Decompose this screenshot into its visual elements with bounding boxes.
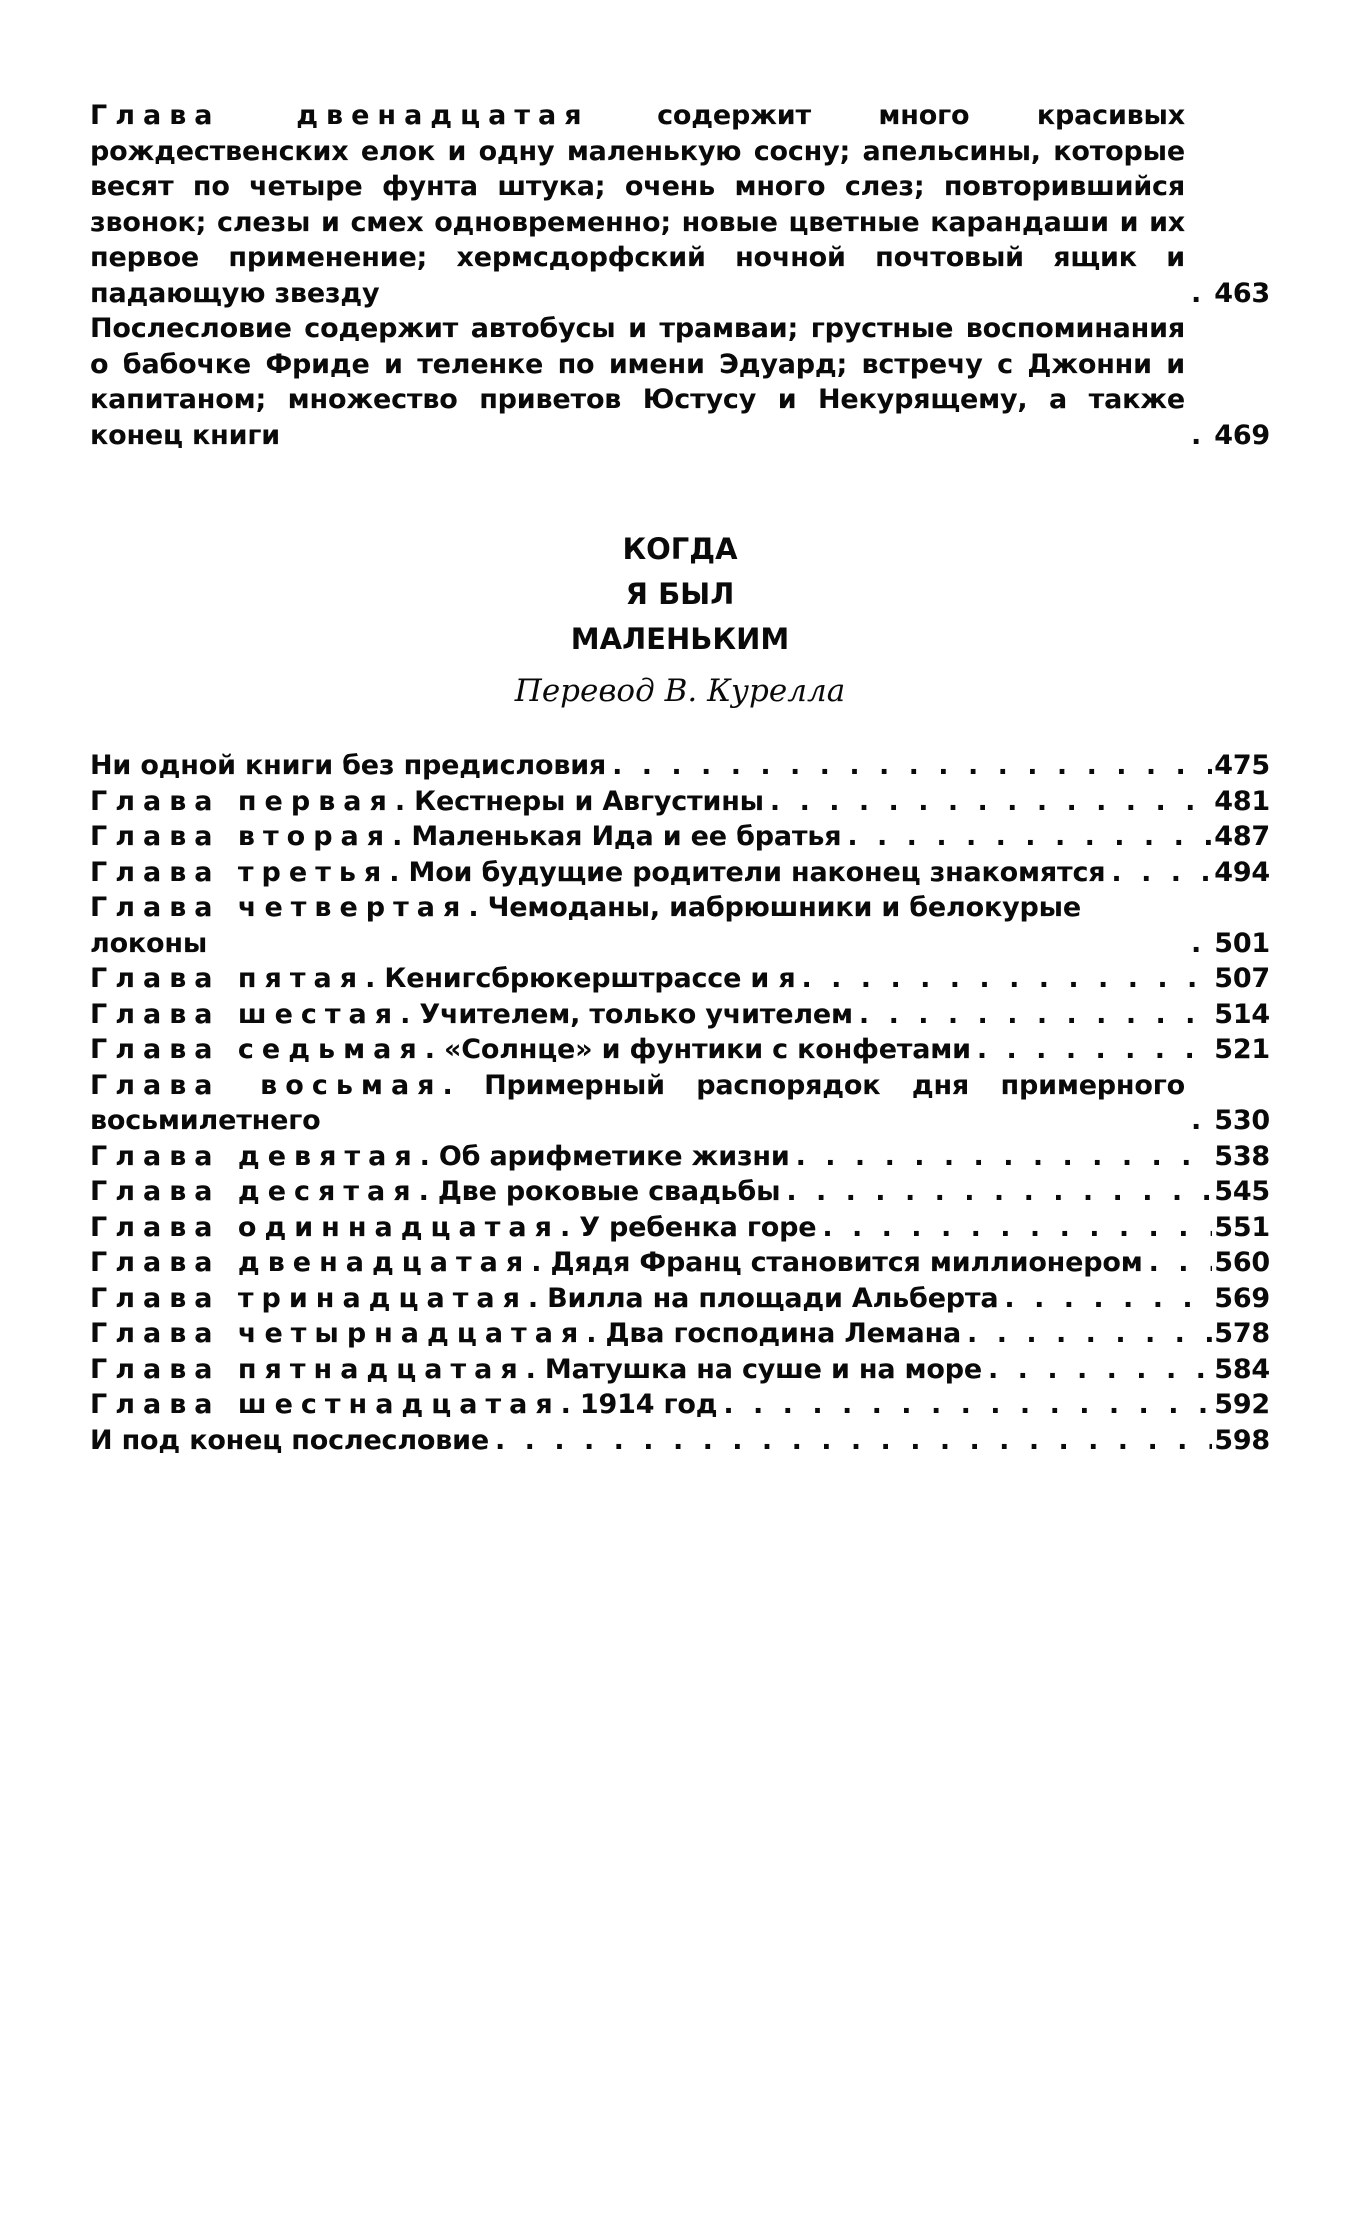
page-number: 560 [1214,1247,1270,1278]
chapter-lead: Глава вторая [90,821,393,852]
page-number: 507 [1214,963,1270,994]
chapter-lead: Глава восьмая [90,1069,443,1101]
chapter-title: . Кенигсбрюкерштрассе и я [365,963,796,994]
page-number: 530 [1214,1105,1270,1136]
dot-leader [961,1316,1212,1352]
chapter-lead: Глава первая [90,785,395,817]
dot-leader [780,1174,1212,1210]
toc-entry [90,748,1270,784]
toc-entry-text [90,1210,816,1246]
dot-leader [764,784,1212,820]
dot-leader [795,961,1212,997]
toc-entry-text [90,890,1185,961]
toc-entry-text [90,961,795,997]
toc-entry [90,1174,1270,1210]
toc-entry [90,1352,1270,1388]
page-number: 598 [1214,1424,1270,1456]
chapter-lead: Глава одиннадцатая [90,1211,560,1243]
chapter-title: . Маленькая Ида и ее братья [392,821,842,852]
toc-entry-text [90,1316,961,1352]
chapter-title: . Кестнеры и Августины [394,785,764,817]
toc-entry-text [90,1245,1143,1281]
dot-leader [971,1032,1212,1068]
chapter-title: . Вилла на площади Альберта [527,1282,999,1314]
chapter-lead: Глава третья [90,856,390,888]
chapter-title: . 1914 год [560,1389,718,1420]
chapter-lead: Глава пятая [90,963,366,994]
chapter-title: Ни одной книги без предисловия [90,750,607,781]
section-title [90,527,1270,662]
toc-entry [90,890,1270,961]
toc-entry-epilogue-chapter-12 [90,98,1270,311]
page-number: 551 [1214,1211,1270,1243]
page-number: 521 [1214,1034,1270,1065]
section-title-line: Я БЫЛ [625,577,735,611]
toc-entry-text [90,1281,998,1317]
chapter-title: . Учителем, только учителем [400,998,853,1030]
toc-entry [90,1032,1270,1068]
toc-entry [90,1316,1270,1352]
toc-entry [90,1210,1270,1246]
chapter-lead: Глава двенадцатая [90,1247,532,1278]
dot-leader [816,1210,1212,1246]
chapter-lead: Глава тринадцатая [90,1282,528,1314]
dot-leader [790,1139,1212,1175]
toc-entry-text [90,1174,780,1210]
toc-entry-text [90,1068,1185,1139]
chapter-title: . Примерный распорядок дня примерного восьмилетнего [90,1069,1185,1136]
chapter-title: . Две роковые свадьбы [418,1176,781,1207]
section-title-line: МАЛЕНЬКИМ [570,622,790,656]
toc-entry-text [90,311,1185,453]
toc-entry-afterword [90,311,1270,453]
book-page [90,98,1270,1458]
chapter-lead: Глава четырнадцатая [90,1318,587,1349]
page-number: 475 [1214,750,1270,781]
dot-leader [1185,926,1212,962]
chapter-lead: Глава девятая [90,1140,420,1172]
section-title-line: КОГДА [622,532,738,566]
dot-leader [1185,418,1212,454]
chapter-title: . «Солнце» и фунтики с конфетами [424,1034,971,1065]
toc-entry [90,1139,1270,1175]
chapter-description: содержит много красивых рождественских елок и одну маленькую сосну; апельсины, которые весят по четыре фунта штука; очень много слез; повторившийся звонок; слезы и смех одновременно; новые цветные карандаши и их первое применение; хермсдорфский ночной почтовый ящик и падающую звезду [90,100,1185,309]
page-number: 569 [1214,1282,1270,1314]
toc-entry-text [90,1352,982,1388]
toc-entry-text [90,1387,717,1423]
dot-leader [841,819,1212,855]
chapter-lead: Глава двенадцатая [90,100,590,131]
toc-entry [90,997,1270,1033]
dot-leader [998,1281,1212,1317]
chapter-title: . Об арифметике жизни [419,1140,790,1172]
chapter-title: И под конец послесловие [90,1424,490,1456]
dot-leader [982,1352,1212,1388]
toc-entry [90,1423,1270,1459]
page-number: 545 [1214,1176,1270,1207]
chapter-title: . Два господина Лемана [586,1318,962,1349]
page-number: 514 [1214,998,1270,1030]
dot-leader [606,748,1212,784]
chapter-title: . Чемоданы, иабрюшники и белокурые локоны [90,892,1081,959]
dot-leader [489,1423,1212,1459]
toc-entry-text [90,1139,790,1175]
page-number: 494 [1214,856,1270,888]
chapter-title: . Мои будущие родители наконец знакомятся [389,856,1106,888]
chapter-lead: Глава шестнадцатая [90,1389,561,1420]
dot-leader [717,1387,1212,1423]
chapter-title: . У ребенка горе [559,1211,817,1243]
dot-leader [1185,276,1212,312]
page-number: 463 [1214,277,1270,309]
page-number: 578 [1214,1318,1270,1349]
toc-entry-text [90,98,1185,311]
toc-entry [90,1245,1270,1281]
chapter-lead: Глава шестая [90,998,401,1030]
page-number: 501 [1214,927,1270,959]
translator-credit: Перевод В. Курелла [514,673,846,709]
toc-entry [90,961,1270,997]
toc-entry-text [90,1032,971,1068]
toc-entry-text [90,1423,489,1459]
chapter-lead: Глава четвертая [90,892,469,923]
toc-entry [90,1068,1270,1139]
dot-leader [1105,855,1212,891]
page-number: 592 [1214,1389,1270,1420]
table-of-contents [90,748,1270,1458]
chapter-title: . Дядя Франц становится миллионером [531,1247,1143,1278]
dot-leader [1143,1245,1212,1281]
toc-entry [90,819,1270,855]
page-number: 481 [1214,785,1270,817]
page-number: 584 [1214,1353,1270,1385]
toc-entry-text [90,997,853,1033]
dot-leader [1185,1103,1212,1139]
toc-entry-text [90,784,764,820]
page-number: 538 [1214,1140,1270,1172]
toc-entry-text [90,855,1105,891]
toc-entry [90,855,1270,891]
page-number: 469 [1214,419,1270,451]
chapter-lead: Глава седьмая [90,1034,425,1065]
toc-entry-text [90,748,606,784]
toc-entry [90,1281,1270,1317]
page-number: 487 [1214,821,1270,852]
chapter-description: Послесловие содержит автобусы и трамваи; грустные воспоминания о бабочке Фриде и теленке по имени Эдуард; встречу с Джонни и капитаном; множество приветов Юстусу и Некурящему, а также конец книги [90,313,1185,451]
chapter-title: . Матушка на суше и на море [525,1353,983,1385]
dot-leader [853,997,1212,1033]
toc-entry [90,784,1270,820]
chapter-lead: Глава десятая [90,1176,419,1207]
toc-entry [90,1387,1270,1423]
chapter-lead: Глава пятнадцатая [90,1353,526,1385]
toc-entry-text [90,819,841,855]
